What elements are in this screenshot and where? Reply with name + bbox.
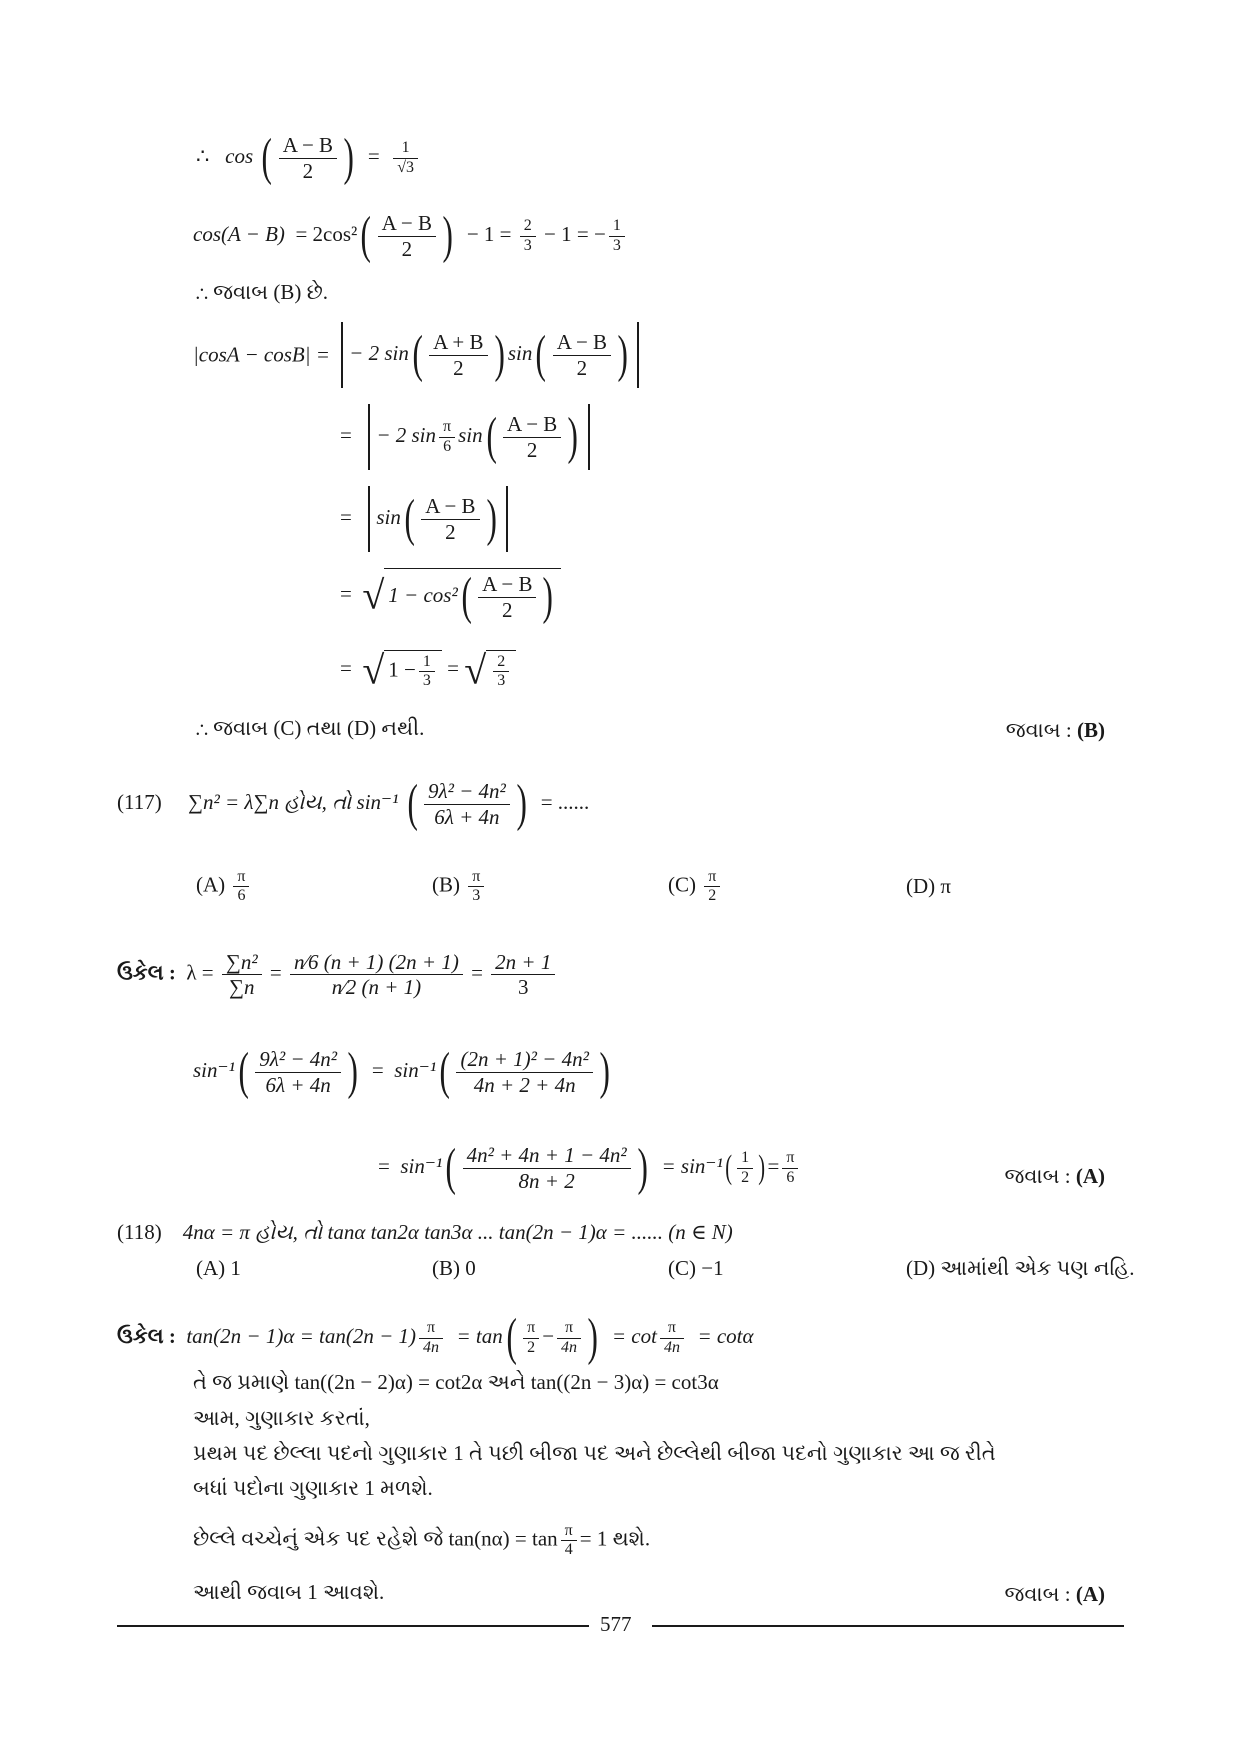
fraction: $\frac{A - B}{2}$: [279, 133, 337, 182]
text-line-6: આથી જવાબ 1 આવશે.: [193, 1580, 385, 1604]
text-line-1: તે જ પ્રમાણે tan((2n − 2)α) = cot2α અને tan((2n − 3)α) = cot3α: [193, 1370, 719, 1394]
eq-step-4: = √ 1 − cos²( $\frac{A - B}{2}$ ): [340, 568, 561, 623]
eq-cos-half-diff: ∴ cos ( $\frac{A - B}{2}$ ) = $\frac{1}{√3}$: [196, 132, 421, 184]
footer-rule-right: [652, 1625, 1124, 1627]
eq-step-3: = sin( $\frac{A - B}{2}$ ): [340, 486, 514, 552]
answer-tag-3: જવાબ : (A): [1004, 1582, 1105, 1606]
q118-option-b: (B) 0: [432, 1256, 476, 1280]
q117-option-d: (D) π: [906, 874, 952, 898]
solution-117: ઉકેલ : λ = $\frac{\text{∑n²}}{\sum n}$ = $\frac{n⁄6 (n + 1) (2n + 1)}{n⁄2 (n + 1)}$ = $\frac{2n + 1}{3}$: [117, 950, 558, 999]
answer-tag-2: જવાબ : (A): [1004, 1164, 1105, 1188]
page-number: 577: [600, 1612, 632, 1636]
text-line-2: આમ, ગુણાકાર કરતાં,: [193, 1406, 370, 1430]
eq-step-2: = − 2 sin $\frac{\pi}{6}$ sin( $\frac{A - B}{2}$ ): [340, 404, 596, 470]
answer-cd-note: ∴ જવાબ (C) તથા (D) નથી.: [196, 716, 425, 740]
answer-b-note: ∴ જવાબ (B) છે.: [196, 280, 329, 304]
q118-option-c: (C) −1: [668, 1256, 724, 1280]
q117-option-c: (C) $\frac{\pi}{2}$: [668, 868, 723, 906]
text-line-5: છેલ્લે વચ્ચેનું એક પદ રહેશે જે tan(nα) = tan $\frac{\pi}{4}$ = 1 થશે.: [193, 1522, 651, 1559]
q117-option-a: (A) $\frac{\pi}{6}$: [196, 868, 252, 906]
text-line-3: પ્રથમ પદ છેલ્લા પદનો ગુણાકાર 1 તે પછી બીજા પદ અને છેલ્લેથી બીજા પદનો ગુણાકાર આ જ રીતે: [193, 1441, 996, 1465]
answer-tag-1: જવાબ : (B): [1005, 718, 1105, 742]
text-line-4: બધાં પદોના ગુણાકાર 1 મળશે.: [193, 1476, 433, 1500]
eq-abs-cos-diff: |cosA − cosB| = − 2 sin( $\frac{A + B}{2}$ ) sin( $\frac{A - B}{2}$ ): [193, 322, 645, 388]
eq-cos-diff: cos(A − B) = 2cos²( $\frac{A - B}{2}$ ) − 1 = $\frac{2}{3}$ − 1 = − $\frac{1}{3}$: [193, 210, 628, 262]
q118-option-d: (D) આમાંથી એક પણ નહિ.: [906, 1256, 1135, 1280]
footer-rule-left: [117, 1625, 589, 1627]
eq-step-5: = √ 1 − $\frac{1}{3}$ = √ $\frac{2}{3}$: [340, 650, 516, 691]
q118-option-a: (A) 1: [196, 1256, 241, 1280]
q117-option-b: (B) $\frac{\pi}{3}$: [432, 868, 487, 906]
eq-arcsin-1: sin⁻¹( $\frac{\text{9λ² − 4n²}}{6\lambda + 4n}$ ) = sin⁻¹( $\frac{\text{(2n + 1)² − 4n²}}{4n + 2 + 4n}$ ): [193, 1043, 610, 1100]
cos-label: cos: [225, 143, 254, 168]
question-117: (117) ∑n² = λ∑n હોય, તો sin⁻¹ ( $\frac{\text{9λ² − 4n²}}{6\lambda + 4n}$ ) = ......: [117, 775, 590, 832]
eq-arcsin-2: = sin⁻¹( $\frac{\text{4n² + 4n + 1 − 4n²}}{8n + 2}$ ) = sin⁻¹( $\frac{1}{2}$ ) = $\frac{\pi}{6}$: [378, 1142, 801, 1194]
question-118: (118) 4nα = π હોય, તો tanα tan2α tan3α ... tan(2n − 1)α = ...... (n ∈ N): [117, 1220, 733, 1244]
therefore-symbol: ∴: [196, 143, 210, 168]
solution-118: ઉકેલ : tan(2n − 1)α = tan(2n − 1) $\frac{\pi}{4n}$ = tan( $\frac{\pi}{2}$ − $\frac{\pi}{4n}$ ) = cot $\frac{\pi}{4n}$ = cotα: [117, 1309, 754, 1366]
